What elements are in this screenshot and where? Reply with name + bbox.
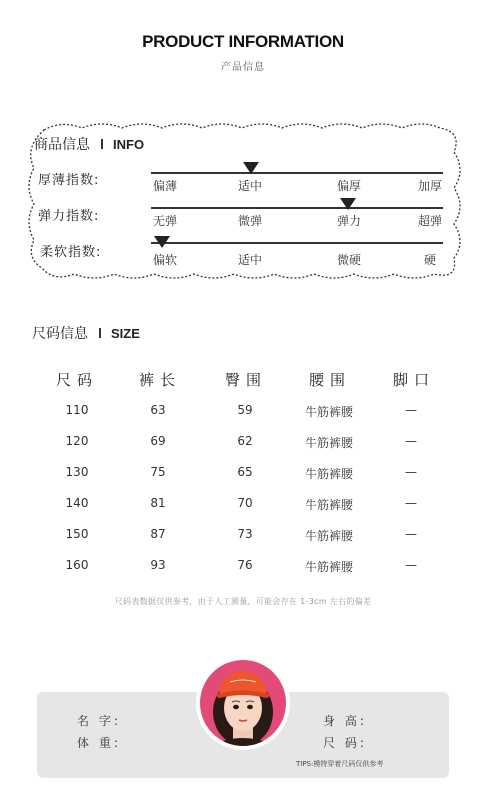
softness-label: 柔软指数: [40, 245, 102, 260]
softness-option: 硬 [423, 253, 436, 267]
table-cell: 65 [237, 465, 253, 479]
table-cell: 76 [237, 558, 253, 572]
info-heading-en: INFO [113, 136, 145, 152]
elasticity-marker-icon [340, 198, 356, 210]
table-cell: 81 [150, 496, 166, 510]
table-cell: 75 [150, 465, 166, 479]
table-cell: 93 [150, 558, 166, 572]
table-cell: 130 [65, 465, 89, 479]
thickness-scale-line [151, 172, 443, 174]
table-cell: 140 [65, 496, 89, 510]
elasticity-option: 弹力 [336, 214, 361, 228]
table-cell: 120 [65, 434, 89, 448]
table-cell: 150 [65, 527, 89, 541]
size-heading-en: SIZE [111, 325, 140, 341]
column-header: 腰围 [308, 371, 351, 389]
table-cell: 110 [65, 403, 89, 417]
size-heading-cn: 尺码信息 [32, 326, 88, 342]
elasticity-option: 微弹 [237, 214, 262, 228]
table-cell: — [405, 465, 417, 479]
thickness-option: 适中 [237, 179, 262, 193]
size-note: 尺码表数据仅供参考，由于人工测量，可能会存在 1-3cm 左右的偏差 [114, 597, 372, 606]
elasticity-option: 无弹 [152, 214, 177, 228]
table-cell: 牛筋裤腰 [304, 467, 353, 481]
table-cell: 69 [150, 434, 166, 448]
softness-option: 适中 [237, 253, 262, 267]
table-cell: — [405, 558, 417, 572]
softness-scale-line [151, 242, 443, 244]
thickness-label: 厚薄指数: [38, 173, 100, 188]
softness-option: 微硬 [336, 253, 361, 267]
page-subtitle: 产品信息 [221, 62, 265, 73]
table-cell: 63 [150, 403, 166, 417]
table-cell: 73 [237, 527, 253, 541]
model-name-label: 名 字: [77, 714, 121, 728]
table-cell: 牛筋裤腰 [304, 498, 353, 512]
table-cell: — [405, 434, 417, 448]
table-cell: 牛筋裤腰 [304, 560, 353, 574]
model-avatar-icon [200, 660, 286, 746]
column-header: 脚口 [392, 371, 435, 389]
heading-divider [101, 139, 103, 149]
column-header: 臀围 [224, 371, 267, 389]
elasticity-label: 弹力指数: [38, 209, 100, 224]
table-cell: 牛筋裤腰 [304, 436, 353, 450]
elasticity-scale-line [151, 207, 443, 209]
table-cell: 70 [237, 496, 253, 510]
model-weight-label: 体 重: [77, 736, 121, 750]
thickness-option: 偏薄 [152, 179, 177, 193]
thickness-option: 加厚 [417, 179, 442, 193]
model-height-label: 身 高: [323, 714, 367, 728]
table-cell: 59 [237, 403, 253, 417]
thickness-marker-icon [243, 162, 259, 174]
heading-divider [99, 328, 101, 338]
table-cell: 160 [65, 558, 89, 572]
table-cell: 牛筋裤腰 [304, 529, 353, 543]
elasticity-option: 超弹 [417, 214, 442, 228]
model-tips: TIPS:模特穿着尺码仅供参考 [296, 760, 384, 768]
column-header: 裤长 [138, 371, 181, 389]
page-title: PRODUCT INFORMATION [142, 32, 344, 51]
info-heading [34, 134, 144, 154]
table-cell: — [405, 403, 417, 417]
table-cell: 62 [237, 434, 253, 448]
table-cell: 牛筋裤腰 [304, 405, 353, 419]
softness-marker-icon [154, 236, 170, 248]
column-header: 尺码 [55, 371, 98, 389]
size-heading [32, 323, 140, 343]
model-size-label: 尺 码: [323, 736, 367, 750]
info-heading-cn: 商品信息 [34, 137, 90, 153]
table-cell: — [405, 527, 417, 541]
softness-option: 偏软 [152, 253, 177, 267]
table-cell: — [405, 496, 417, 510]
table-cell: 87 [150, 527, 166, 541]
avatar [200, 660, 286, 746]
thickness-option: 偏厚 [336, 179, 361, 193]
